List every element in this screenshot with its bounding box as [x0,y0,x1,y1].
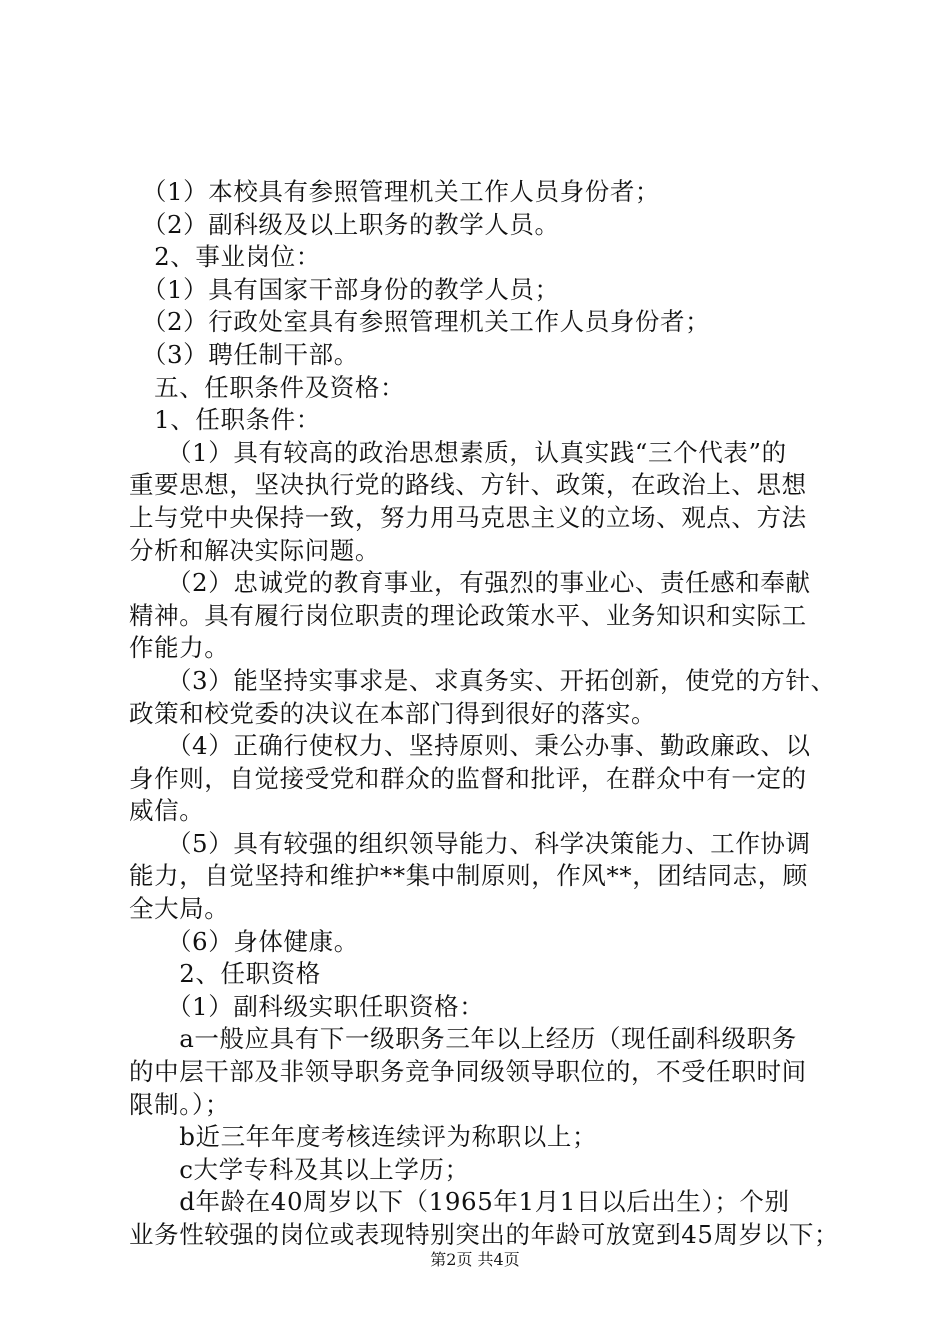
text-line: 身作则，自觉接受党和群众的监督和批评，在群众中有一定的 [129,763,807,793]
text-line: 业务性较强的岗位或表现特别突出的年龄可放宽到45周岁以下； [129,1220,840,1249]
text-line: 分析和解决实际问题。 [129,535,380,565]
section-heading: 五、任职条件及资格： [129,372,406,402]
text-line: 作能力。 [129,633,230,663]
text-line: 能力，自觉坚持和维护**集中制原则，作风**，团结同志，顾 [129,861,808,891]
text-line: a一般应具有下一级职务三年以上经历（现任副科级职务 [129,1024,797,1054]
text-line: （1）本校具有参照管理机关工作人员身份者； [129,177,661,206]
text-line: 全大局。 [129,894,230,924]
document-body [129,176,840,1252]
text-line: （3）能坚持实事求是、求真务实、开拓创新，使党的方针、 [129,665,836,695]
text-line: b近三年年度考核连续评为称职以上； [129,1122,598,1152]
text-line: （4）正确行使权力、坚持原则、秉公办事、勤政廉政、以 [129,731,811,761]
text-line: （6）身体健康。 [129,926,359,956]
text-line: 威信。 [129,796,205,826]
page-footer [0,1250,950,1270]
text-line: 的中层干部及非领导职务竞争同级领导职位的，不受任职时间 [129,1057,807,1087]
subsection-heading: 2、任职资格 [129,959,321,989]
text-line: d年龄在40周岁以下（1965年1月1日以后出生）；个别 [129,1187,790,1217]
text-line: 政策和校党委的决议在本部门得到很好的落实。 [129,698,657,728]
text-line: （2）忠诚党的教育事业，有强烈的事业心、责任感和奉献 [129,568,811,598]
text-line: （1）具有国家干部身份的教学人员； [129,274,560,304]
text-line: （2）行政处室具有参照管理机关工作人员身份者； [129,307,711,337]
text-line: c大学专科及其以上学历； [129,1154,470,1184]
text-line: （3）聘任制干部。 [129,339,359,369]
text-line: （2）副科级及以上职务的教学人员。 [129,209,560,239]
text-line: （1）具有较高的政治思想素质，认真实践“三个代表”的 [129,437,787,467]
text-line: 限制。）； [129,1089,230,1119]
text-line: 上与党中央保持一致，努力用马克思主义的立场、观点、方法 [129,502,807,532]
text-line: 2、事业岗位： [129,242,321,272]
text-line: （1）副科级实职任职资格： [129,991,485,1021]
text-line: 精神。具有履行岗位职责的理论政策水平、业务知识和实际工 [129,600,807,630]
text-line: 重要思想，坚决执行党的路线、方针、政策，在政治上、思想 [129,470,807,500]
text-line: （5）具有较强的组织领导能力、科学决策能力、工作协调 [129,828,811,858]
subsection-heading: 1、任职条件： [129,405,321,435]
page-number-label: 第2页 共4页 [430,1250,520,1269]
